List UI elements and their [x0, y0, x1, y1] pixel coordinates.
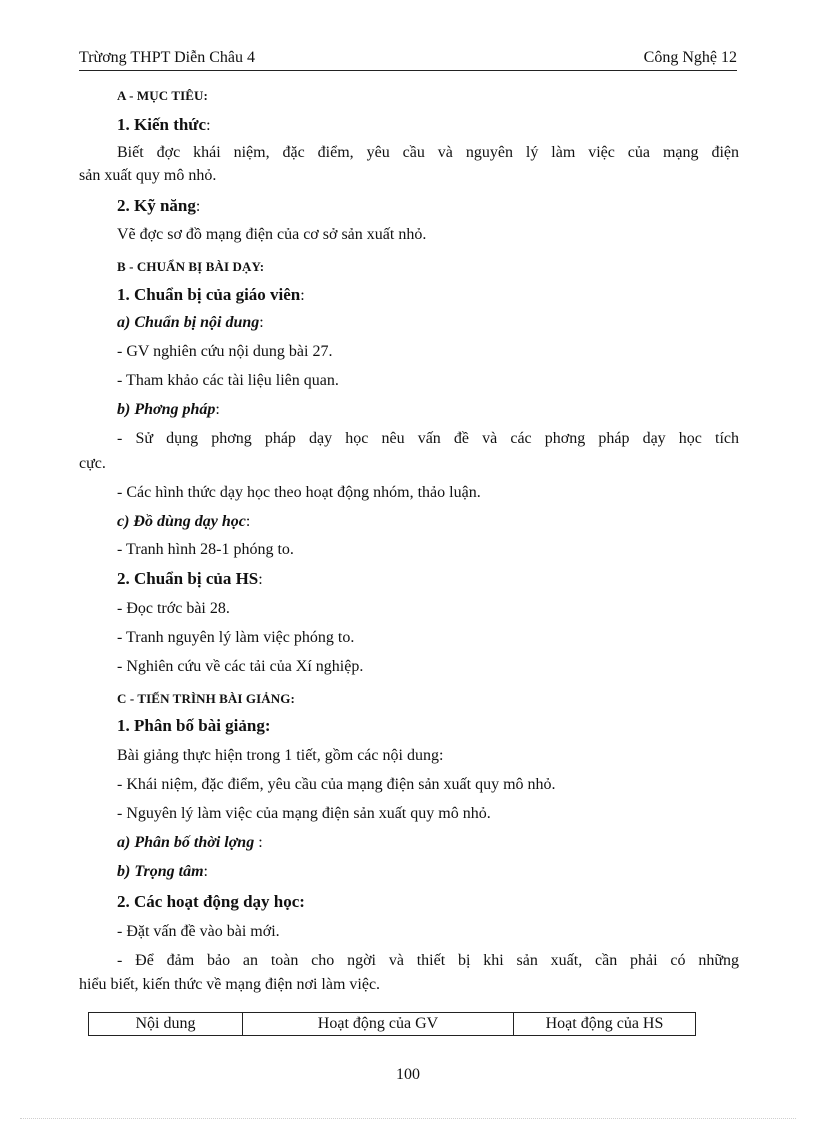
- table-header-content: Nội dung: [89, 1013, 243, 1036]
- section-c-heading: C - TIẾN TRÌNH BÀI GIẢNG:: [117, 691, 295, 706]
- method-item-1-line-1: - Sử dụng phơng pháp dạy học nêu vấn đề và các phơng pháp dạy học tích: [117, 430, 739, 447]
- table-header-student: Hoạt động của HS: [514, 1013, 696, 1036]
- activities-heading: 2. Các hoạt động dạy học:: [117, 892, 305, 911]
- method-item-1-line-2: cực.: [79, 455, 106, 472]
- student-prep-item-3: - Nghiên cứu về các tải của Xí nghiệp.: [117, 658, 364, 675]
- knowledge-heading: 1. Kiến thức:: [117, 115, 211, 134]
- section-b-heading: B - CHUẨN BỊ BÀI DẠY:: [117, 259, 265, 274]
- page-header: [79, 48, 737, 71]
- method-heading: b) Phơng pháp:: [117, 401, 220, 418]
- page-number: 100: [396, 1066, 420, 1083]
- activities-table: [88, 1012, 696, 1036]
- allocation-heading: 1. Phân bố bài giảng:: [117, 716, 271, 735]
- tools-heading: c) Đồ dùng dạy học:: [117, 513, 251, 530]
- time-allocation-heading: a) Phân bố thời lợng :: [117, 834, 263, 851]
- content-prep-heading: a) Chuẩn bị nội dung:: [117, 314, 264, 331]
- school-name: Trừơng THPT Diễn Châu 4: [79, 49, 255, 66]
- allocation-item-1: Bài giảng thực hiện trong 1 tiết, gồm các nội dung:: [117, 747, 444, 764]
- skill-text: Vẽ đợc sơ đồ mạng điện của cơ sở sản xuất nhỏ.: [117, 226, 427, 243]
- focus-heading: b) Trọng tâm:: [117, 863, 208, 880]
- table-header-teacher: Hoạt động của GV: [243, 1013, 514, 1036]
- activities-item-1: - Đặt vấn đề vào bài mới.: [117, 923, 280, 940]
- content-prep-item-2: - Tham khảo các tài liệu liên quan.: [117, 372, 339, 389]
- tools-item-1: - Tranh hình 28-1 phóng to.: [117, 541, 294, 558]
- bottom-divider: [20, 1118, 796, 1119]
- teacher-prep-heading: 1. Chuẩn bị của giáo viên:: [117, 285, 305, 304]
- knowledge-text-line-1: Biết đợc khái niệm, đặc điểm, yêu cầu và nguyên lý làm việc của mạng điện: [117, 144, 739, 161]
- content-prep-item-1: - GV nghiên cứu nội dung bài 27.: [117, 343, 333, 360]
- skill-heading: 2. Kỹ năng:: [117, 196, 201, 215]
- student-prep-item-2: - Tranh nguyên lý làm việc phóng to.: [117, 629, 355, 646]
- knowledge-text-line-2: sản xuất quy mô nhỏ.: [79, 167, 217, 184]
- activities-item-2-line-2: hiểu biết, kiến thức về mạng điện nơi làm việc.: [79, 976, 381, 993]
- subject-name: Công Nghệ 12: [643, 49, 737, 66]
- table-header-row: [89, 1013, 696, 1036]
- student-prep-heading: 2. Chuẩn bị của HS:: [117, 569, 263, 588]
- activities-item-2-line-1: - Để đảm bảo an toàn cho ngời và thiết bị khi sản xuất, cần phải có những: [117, 952, 739, 969]
- student-prep-item-1: - Đọc trớc bài 28.: [117, 600, 230, 617]
- allocation-item-3: - Nguyên lý làm việc của mạng điện sản xuất quy mô nhỏ.: [117, 805, 491, 822]
- method-item-2: - Các hình thức dạy học theo hoạt động nhóm, thảo luận.: [117, 484, 481, 501]
- allocation-item-2: - Khái niệm, đặc điểm, yêu cầu của mạng điện sản xuất quy mô nhỏ.: [117, 776, 556, 793]
- section-a-heading: A - MỤC TIÊU:: [117, 88, 208, 103]
